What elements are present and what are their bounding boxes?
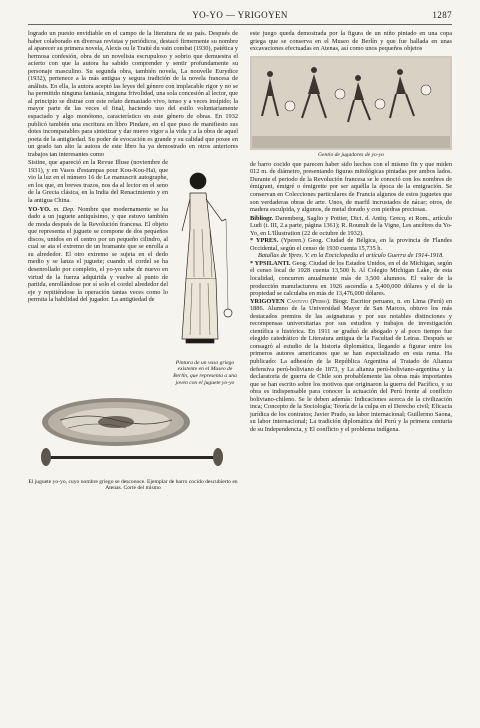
bibliography-body: Daremberg, Saglio y Pottier, Dict. d. Antiq. Grecq. et Rom., artículo Ludi (t. III, 2.a parte, página 1361); R. Rounult de la Vigne, Les ancêtres du Yo-Yo, en L'Illustration (22 de octubre de 1932).	[250, 214, 452, 237]
yo-yo-object-caption: El juguete yo-yo, cuyo nombre griego se desconoce. Ejemplar de barro cocido descubierto en Atenas. Corte del mismo	[28, 478, 238, 492]
yo-yo-object-figure	[28, 390, 238, 492]
entry-body: Nombre que modernamente se ha dado a un juguete antiquísimo, y que estuvo también de moda después de la Revolución francesa. El objeto que representa el juguete se compone de dos pequeños discos, unidos en el centro por un pequeño cilindro, al cual se ata el extremo de un bramante que se enrolla a su alrededor. El otro extremo se sujeta en el dedo medio y se lanza el juguete; cuando el cordel se ha desenrollado por completo, el yo-yo sube de nuevo en virtud de la fuerza adquirida y vuelve al punto de partida, enrollándose por sí solo el cordel alrededor del eje y repitiéndose la operación tantas veces como lo permita la habilidad del jugador. La antigüedad de	[28, 205, 169, 304]
wrap-text: Sistine, que apareció en la Revue Illuse (noviembre de 1931), y en Vasos d'estampas pour Kou-Kou-Haï, que vio la luz en el número 16 de Le manuscrit autographe, en los que, en breves trazos, nos da al lector en el seno de la Grecia clásica, en la India del Renacimiento y en la antigua China.	[28, 159, 168, 205]
vase-painting-illustration	[172, 159, 238, 357]
yrigoyen-headword: YRIGOYEN	[250, 297, 285, 305]
ypsilanti-headword: * YPSILANTI.	[250, 259, 291, 267]
players-frieze-illustration	[250, 56, 452, 150]
ypres-body: (Yperen.) Geog. Ciudad de Bélgica, en la provincia de Flandes Occidental, según el censo de 1930 cuenta 15,735 h.	[250, 237, 453, 252]
ypres-note: Batallas de Ypres. V. en la Enciclopedia el artículo Guerra de 1914-1918.	[258, 252, 444, 260]
ypres-headword: * YPRES.	[250, 237, 279, 245]
vase-figure-caption: Pintura de un vaso griego existente en el Museo de Berlín, que representa a una joven con el juguete yo-yo	[173, 359, 237, 386]
terracotta-yo-yo-illustration	[28, 390, 238, 476]
ypsilanti-body: Geog. Ciudad de los Estados Unidos, en el de Michigan, según el censo local de 1928 cuenta 13,500 h. Al Colegio Michigan Lake, de esta localidad, concurren anualmente más de 3,500 alumnos. El valor de la producción manufacturera en 1926 ascendía a 5,400,000 dólares y el de la propiedad se calculaba en más de 13,476,000 dólares.	[250, 259, 453, 298]
vase-figure	[172, 159, 238, 386]
page-number: 1287	[432, 10, 452, 20]
vase-figure-block	[28, 159, 238, 386]
right-column	[250, 30, 452, 433]
entry-category: m. Dep.	[53, 205, 75, 213]
running-title: YO-YO — YRIGOYEN	[192, 10, 288, 20]
yrigoyen-body: Biogr. Escritor peruano, n. en Lima (Perú) en 1886. Alumno de la Universidad Mayor de San Marcos, obtuvo los más destacados premios de las asignaturas y por sus notables distinciones y recompensas universitarias por sus estudios y trabajos de investigación científica e histórica. En 1911 se graduó de abogado y al poco tiempo fue elegido catedrático de Literatura antigua de la Facultad de Letras. Después se consagró al estudio de la historia diplomática, llegando a figurar entre los primeros autores americanos que se han especializado en esta rama. Ha publicado: La adhesión de la República Argentina al Tratado de Alianza defensiva perú-boliviano de 1873, y La alianza perú-boliviano-argentina y la declaratoria de guerra de Chile son probablemente las obras más importantes que se han escrito sobre los motivos que originaron la guerra del Pacífico, y su obra es indispensable para conocer la actuación del Perú frente al conflicto boliviano-chileno. Se le deben además: Indicaciones acerca de la civilización inca; Concepto de la Sociología; Teoría de la culpa en el Derecho civil; Eficacia jurídica de los contratos; Javier Prado, su labor internacional; Guillermo Saona, su labor internacional; La tradición diplomática del Perú y la primera centuria de su Independencia, y El conflicto y el problema indígena.	[250, 297, 452, 433]
author-biography-text: logrado un puesto envidiable en el campo de la literatura de su país. Después de haber colaborado en diversas revistas y periódicos, destacó firmemente su nombre al aparecer su primera novela, Alexis ou le Traité du vain combat (1930), patética y hermosa confesión, obra de un novelista escrupuloso y sobrio que demuestra el acierto con que la autora ha sabido comprender y sentir profundamente su personaje masculino. Su segunda obra, también novela, La nouvelle Eurydice (1932), pertenece a la más antigua y segura tradición de la novela francesa de análisis. En ella, la autora aceptó las leyes del género con implacable rigor y no se ha permitido ninguna fantasía, ninguna frivolidad, una sola concesión al lector, que al principio se distrae con este relato demasiado vivo, tenso y a veces insípido; la mayor parte de las veces el final, haciendo uso del estilo voluntariamente espaciado y algo monótono, característico en este género de obras. En 1932 publicó también una escritura en libro Pindare, en el que puso de manifiesto sus dotes incomparables para sintetizar y dar nuevo vigor a la vida y a la obra de aquel poeta de la antigüedad. Su poder de evocación es grande y su calidad que posee en un grado tan alto la autora de este libro ha ya demostrado en otros anteriores trabajos tan interesantes como	[28, 30, 238, 158]
yrigoyen-name: Cantuvo (Pedro).	[286, 297, 331, 305]
entry-ypres	[250, 237, 452, 252]
players-figure-caption: Gentio de jugadores de yo-yo	[318, 152, 384, 159]
bibliography-headword: Bibliogr.	[250, 214, 274, 222]
yo-yo-continuation: este juego queda demostrada por la figura de un niño pintado en una copa griega que se conserva en el Museo de Berlín y que fue hallada en unas excavaciones efectuadas en Atenas, así como unos pequeños objetos	[250, 30, 452, 53]
entry-bibliography	[250, 215, 452, 238]
wrap-column	[28, 159, 168, 386]
entry-headword: YO-YO.	[28, 205, 51, 213]
entry-yo-yo	[28, 206, 168, 304]
players-figure	[250, 56, 452, 159]
page-header	[28, 10, 452, 24]
left-column	[28, 30, 238, 492]
entry-ypsilanti	[250, 260, 452, 298]
entry-yrigoyen	[250, 298, 452, 434]
header-rule	[28, 24, 452, 25]
yo-yo-history-text: de barro cocido que parecen haber sido hechos con el mismo fin y que miden 012 m. de diámetro, presentando figuras mitológicas pintadas por ambos lados. Durante el periodo de la Revolución francesa se le conoció con los nombres de émigrant, émigré o émigrette por ser aquélla la época de la emigración. Se conservan en Colecciones particulares de Francia algunos de estos juguetes que son verdaderas obras de arte. Unos, de marfil incrustados de nácar; otros, de madera esculpida, y algunos, de metal dorado y con piedras preciosas.	[250, 160, 452, 214]
